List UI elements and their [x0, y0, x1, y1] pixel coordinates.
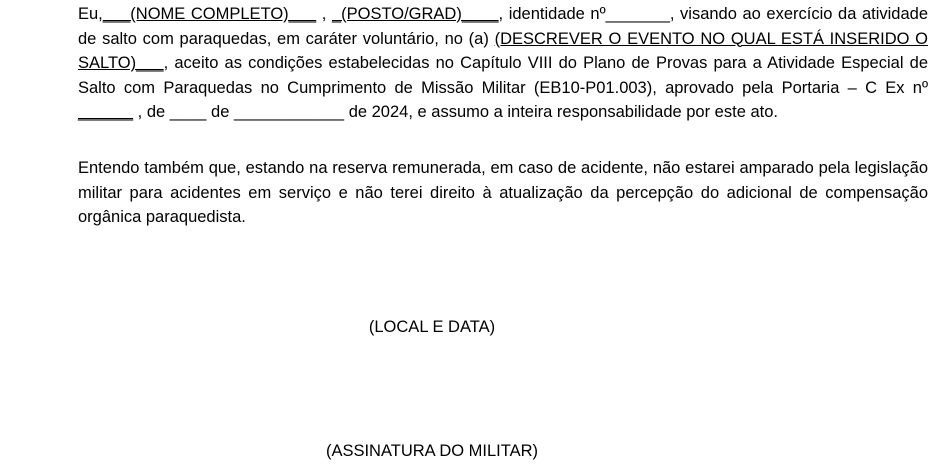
identity-text: , identidade nº_______, visando ao exercício da atividade de salto com paraquedas, em caráter voluntário, no (a) [78, 5, 928, 48]
separator-text: , [316, 5, 332, 23]
lead-text: Eu, [78, 5, 103, 23]
month-blank: ____________ [233, 103, 345, 122]
signature-label: (ASSINATURA DO MILITAR) [325, 442, 539, 460]
full-name-field: ___(NOME COMPLETO)___ [102, 5, 317, 23]
local-date-label: (LOCAL E DATA) [368, 318, 496, 336]
declaration-paragraph [6, 2, 928, 125]
conditions-text: , aceito as condições estabelecidas no Capítulo VIII do Plano de Provas para a Atividade Especial de Salto com Paraquedas no Cumprimento de Missão Militar (EB10-P01.003), aprovado pela Portaria – C Ex nº [78, 54, 928, 97]
responsibility-text: de 2024, e assumo a inteira responsabilidade por este ato. [344, 103, 778, 122]
event-field: (DESCREVER O EVENTO NO QUAL ESTÁ INSERIDO O SALTO)___ [78, 29, 928, 73]
date-text: , de ____ de [133, 103, 234, 122]
ordinance-number-blank: ______ [78, 103, 134, 122]
reserve-paragraph: Entendo também que, estando na reserva remunerada, em caso de acidente, não estarei amparado pela legislação militar para acidentes em serviço e não terei direito à atualização da percepção do adicional de compensação orgânica paraquedista. [78, 159, 928, 227]
rank-field: _(POSTO/GRAD)____ [331, 5, 499, 23]
